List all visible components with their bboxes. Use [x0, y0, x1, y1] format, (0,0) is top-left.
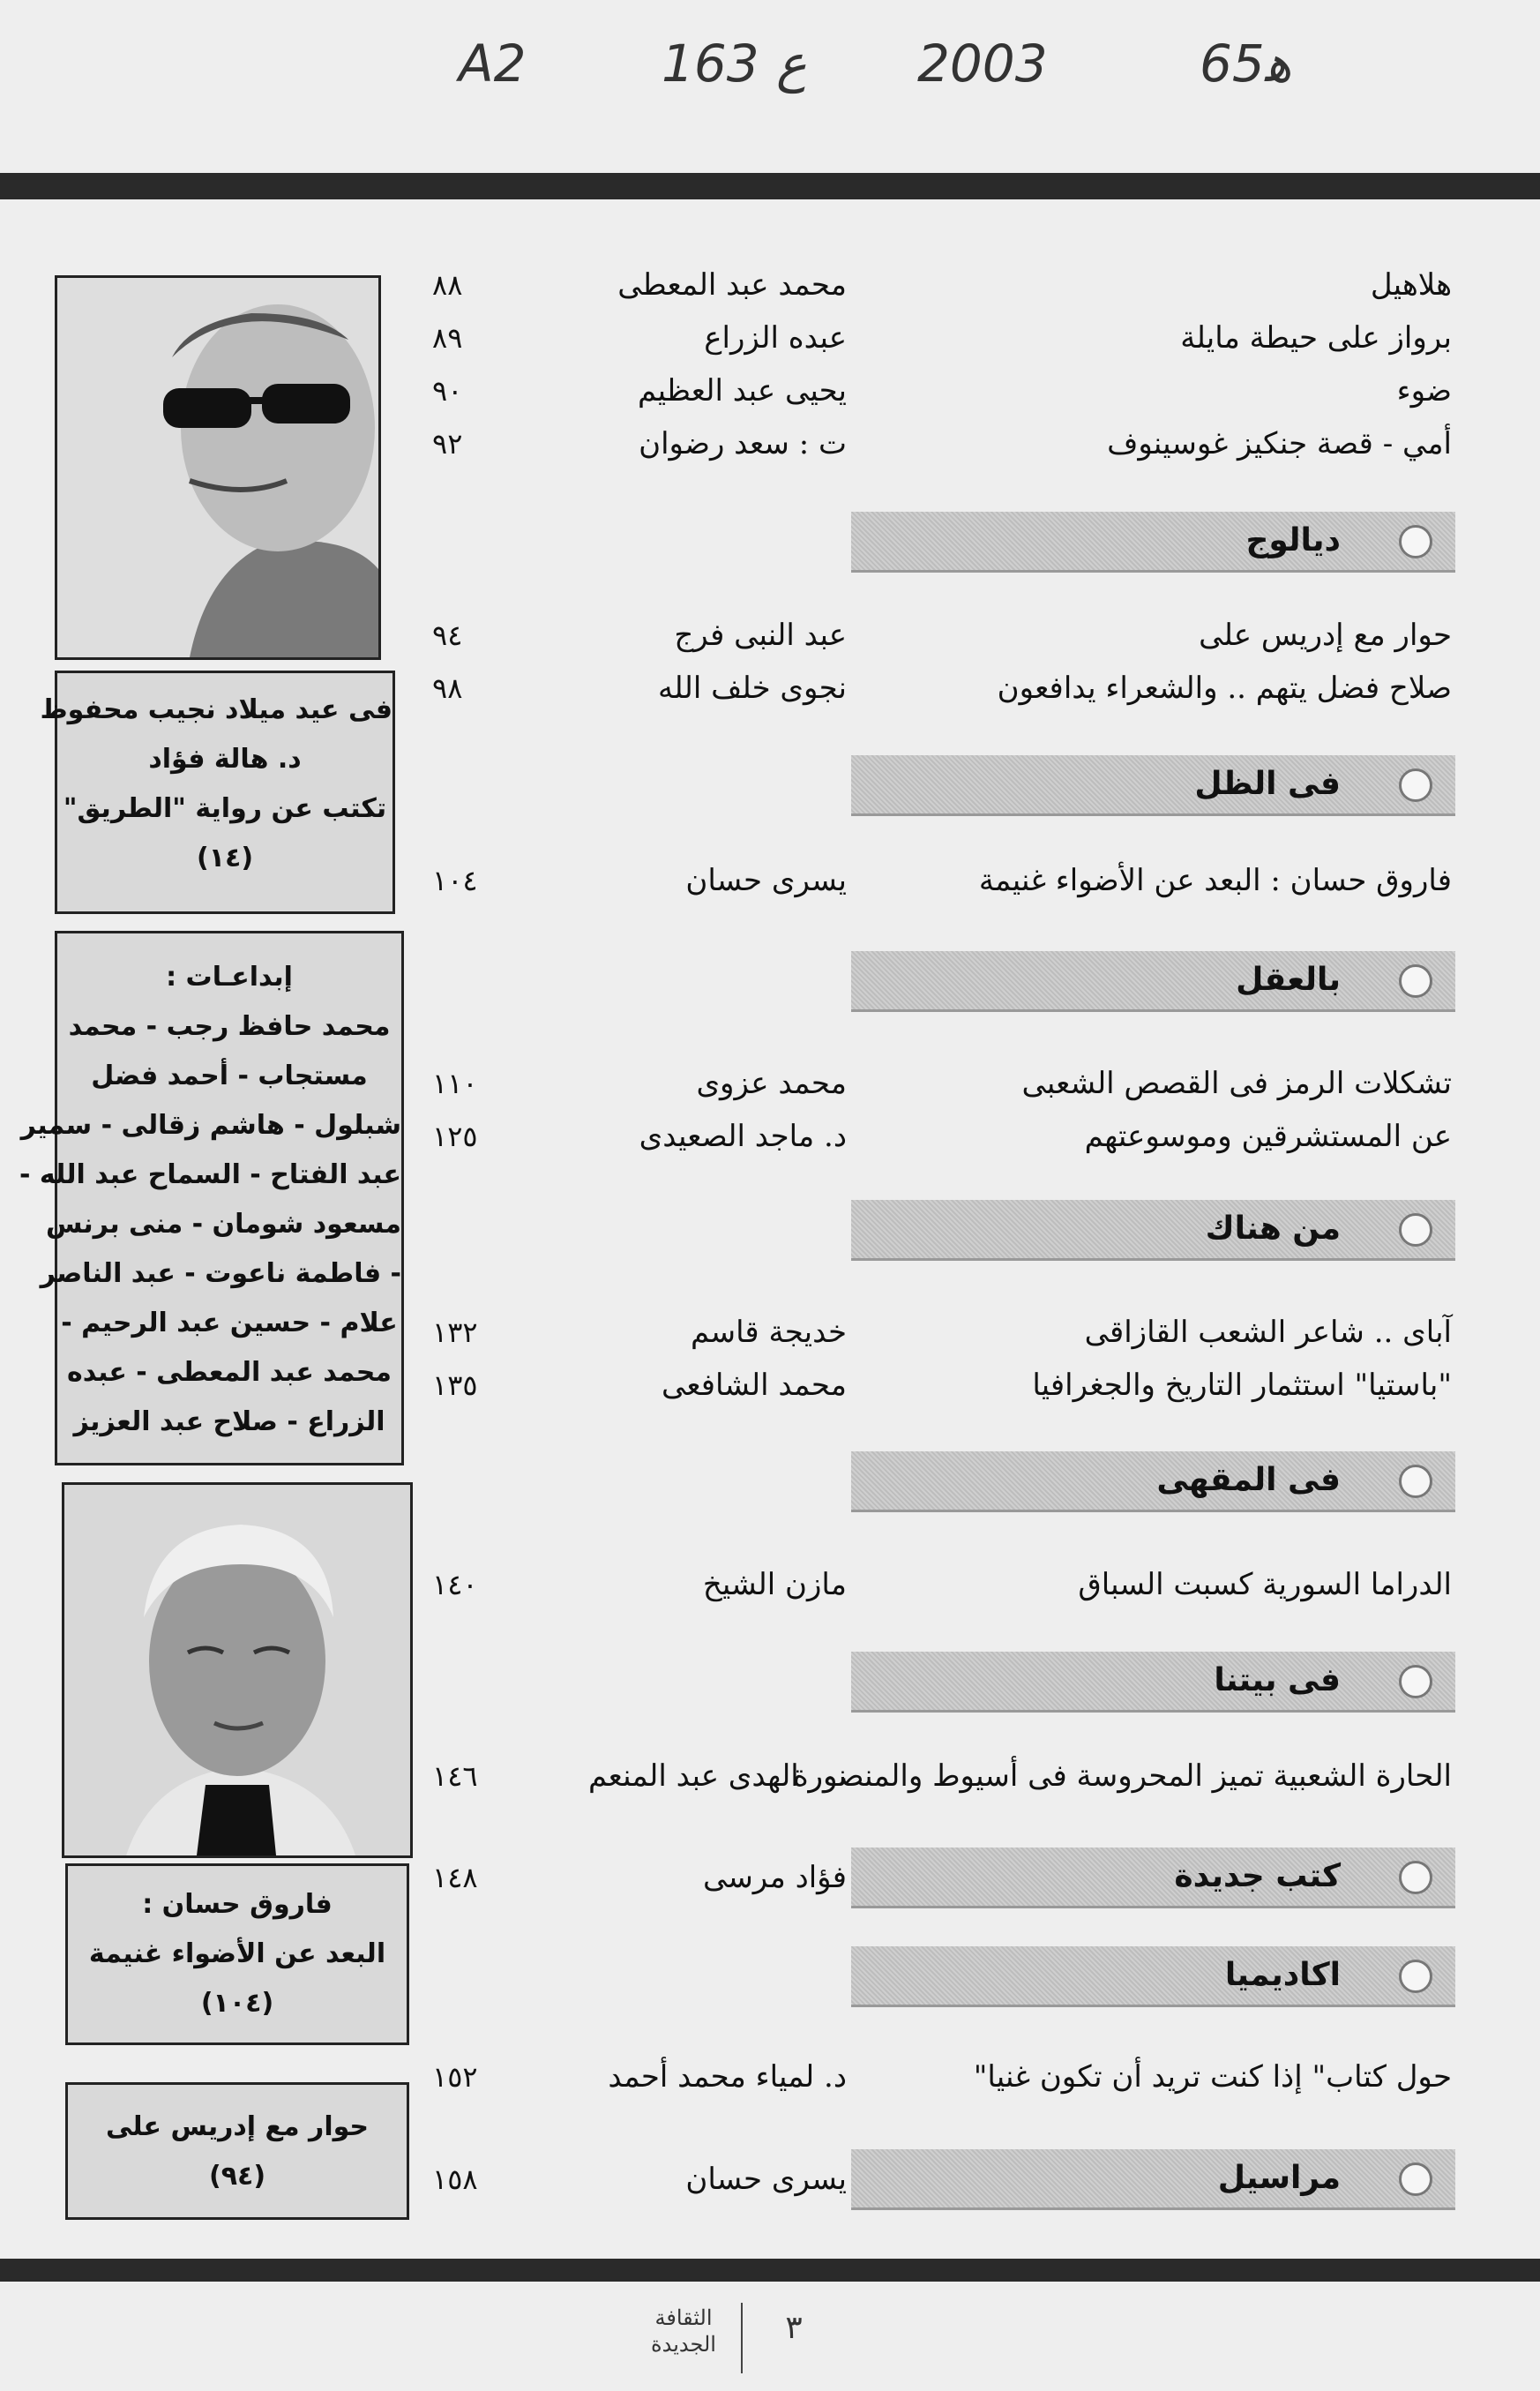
toc-author: د. ماجد الصعيدى: [639, 1119, 847, 1154]
toc-author: محمد عبد المعطى: [617, 267, 847, 303]
section-label: فى المقهى: [1156, 1462, 1341, 1498]
toc-author: نور الهدى عبد المنعم: [588, 1758, 847, 1794]
box-line: إبداعـات :: [166, 962, 293, 993]
handwritten-number: 163: [662, 34, 759, 94]
toc-title: حوار مع إدريس على: [1199, 618, 1452, 653]
section-from-there: [851, 1200, 1455, 1261]
feature-box-mahfouz: [40, 671, 395, 914]
toc-author: د. لمياء محمد أحمد: [608, 2059, 847, 2095]
section-label: كتب جديدة: [1174, 1858, 1341, 1894]
box-line: البعد عن الأضواء غنيمة: [88, 1938, 386, 1969]
bullet-icon: [1399, 964, 1432, 998]
bullet-icon: [1399, 1213, 1432, 1247]
toc-author: مازن الشيخ: [702, 1567, 847, 1602]
footer-divider: [741, 2303, 743, 2373]
portrait-illustration: [64, 1485, 410, 1855]
section-label: من هناك: [1205, 1210, 1341, 1247]
toc-author: محمد الشافعى: [662, 1368, 847, 1403]
box-line: مستجاب - أحمد فضل: [91, 1061, 368, 1091]
section-dialog: [851, 512, 1455, 573]
section-academia: [851, 1946, 1455, 2007]
box-line: عبد الفتاح - السماح عبد الله -: [19, 1159, 401, 1190]
section-in-the-cafe: [851, 1451, 1455, 1512]
box-line: شبلول - هاشم زقالى - سمير: [20, 1110, 401, 1141]
toc-page: ١٣٢: [432, 1315, 478, 1349]
toc-author: يحيى عبد العظيم: [637, 373, 847, 408]
toc-title: الدراما السورية كسبت السباق: [1078, 1567, 1452, 1602]
toc-page: ١٤٦: [432, 1759, 478, 1793]
toc-author: يسرى حسان: [685, 863, 847, 898]
toc-author: ت : سعد رضوان: [639, 426, 847, 461]
page-number: ٣: [785, 2310, 803, 2346]
box-line: محمد حافظ رجب - محمد: [68, 1011, 391, 1042]
section-in-the-shade: [851, 755, 1455, 816]
toc-page: ١٤٠: [432, 1568, 478, 1601]
toc-page: ٩٤: [432, 618, 463, 652]
section-our-house: [851, 1652, 1455, 1713]
toc-title: عن المستشرقين وموسوعتهم: [1084, 1119, 1452, 1154]
toc-author: عبد النبى فرج: [674, 618, 847, 653]
toc-title: صلاح فضل يتهم .. والشعراء يدافعون: [997, 671, 1452, 706]
toc-title: فاروق حسان : البعد عن الأضواء غنيمة: [978, 863, 1452, 898]
section-label: اكاديميا: [1224, 1957, 1341, 1993]
box-line: (٩٤): [208, 2161, 266, 2192]
toc-title: الحارة الشعبية تميز المحروسة فى أسيوط والمنصورة: [792, 1758, 1452, 1794]
handwritten-mark: 6ﻫ5: [1200, 34, 1292, 94]
bullet-icon: [1399, 1960, 1432, 1993]
toc-title: تشكلات الرمز فى القصص الشعبى: [1021, 1066, 1452, 1101]
section-by-reason: [851, 951, 1455, 1012]
toc-title: أمي - قصة جنكيز غوسينوف: [1107, 426, 1452, 461]
top-bar: [0, 173, 1540, 199]
box-line: علام - حسين عبد الرحيم -: [61, 1308, 398, 1338]
bullet-icon: [1399, 768, 1432, 802]
feature-box-idris: [65, 2082, 409, 2220]
magazine-name-line: الثقافة: [654, 2305, 713, 2330]
bullet-icon: [1399, 1665, 1432, 1698]
toc-title: "باستيا" استثمار التاريخ والجغرافيا: [1032, 1368, 1452, 1403]
section-label: فى بيتنا: [1214, 1662, 1341, 1698]
bullet-icon: [1399, 1465, 1432, 1498]
toc-title: برواز على حيطة مايلة: [1180, 320, 1452, 356]
handwritten-code: A2: [459, 34, 527, 94]
section-label: ديالوج: [1245, 522, 1341, 558]
magazine-name-line: الجديدة: [651, 2332, 716, 2357]
box-line: محمد عبد المعطى - عبده: [67, 1357, 392, 1388]
portrait-illustration: [57, 278, 378, 657]
bottom-bar: [0, 2259, 1540, 2282]
handwritten-letter: ع: [776, 34, 807, 94]
toc-page: ١٢٥: [432, 1120, 478, 1153]
toc-author: عبده الزراع: [704, 320, 847, 356]
toc-author: فؤاد مرسى: [702, 1860, 847, 1895]
toc-page: ٩٢: [432, 427, 463, 461]
feature-box-farouk: [65, 1863, 409, 2045]
toc-page: ١٤٨: [432, 1861, 478, 1894]
portrait-photo: [55, 275, 381, 660]
section-label: مراسيل: [1217, 2160, 1341, 2196]
toc-page: ١٥٨: [432, 2162, 478, 2196]
toc-author: يسرى حسان: [685, 2162, 847, 2197]
toc-page: ١١٠: [432, 1067, 478, 1100]
section-label: فى الظل: [1194, 766, 1341, 802]
portrait-photo: [62, 1482, 413, 1858]
toc-page: ٨٩: [432, 321, 463, 355]
box-line: حوار مع إدريس على: [105, 2111, 370, 2142]
toc-page: ١٣٥: [432, 1368, 478, 1402]
box-line: (١٠٤): [200, 1988, 274, 2019]
bullet-icon: [1399, 525, 1432, 558]
toc-page: ٩٨: [432, 671, 463, 705]
box-line: تكتب عن رواية "الطريق": [63, 793, 387, 824]
box-line: الزراع - صلاح عبد العزيز: [73, 1406, 385, 1437]
toc-author: نجوى خلف الله: [658, 671, 847, 706]
handwritten-year: 2003: [917, 34, 1048, 94]
box-line: مسعود شومان - منى برنس: [46, 1209, 401, 1240]
toc-page: ١٥٢: [432, 2060, 478, 2094]
toc-title: ضوء: [1396, 373, 1452, 408]
box-line: فاروق حسان :: [142, 1889, 333, 1920]
toc-page: ٩٠: [432, 374, 463, 408]
feature-box-creations: [19, 931, 404, 1465]
section-label: بالعقل: [1236, 962, 1341, 998]
toc-title: آباى .. شاعر الشعب القازاقى: [1084, 1315, 1452, 1350]
toc-page: ٨٨: [432, 268, 463, 302]
box-line: (١٤): [196, 843, 254, 873]
magazine-name: [635, 2305, 732, 2357]
box-line: فى عيد ميلاد نجيب محفوظ: [40, 694, 392, 725]
handwritten-catalog-note: [0, 25, 1540, 122]
box-line: - فاطمة ناعوت - عبد الناصر: [40, 1258, 401, 1289]
toc-title: حول كتاب" إذا كنت تريد أن تكون غنيا": [973, 2059, 1452, 2095]
toc-author: محمد عزوى: [696, 1066, 847, 1101]
box-line: د. هالة فؤاد: [148, 744, 302, 775]
toc-author: خديجة قاسم: [690, 1315, 847, 1350]
toc-page: ١٠٤: [432, 864, 478, 897]
toc-title: هلاهيل: [1370, 267, 1452, 303]
